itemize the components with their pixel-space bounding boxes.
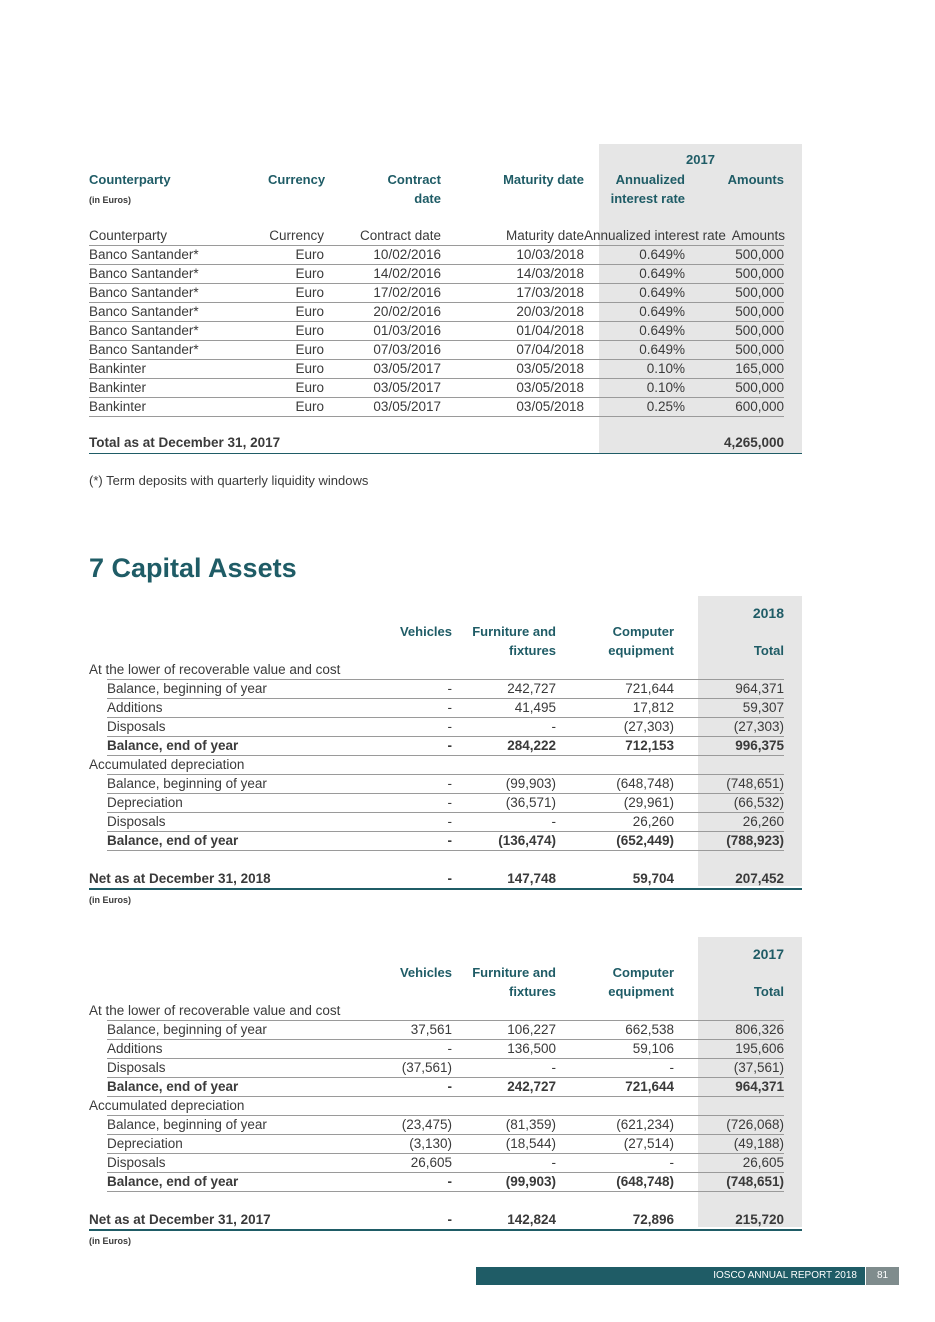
computer-header-1: Computer [612, 965, 674, 980]
deposit-amount: 500,000 [735, 285, 784, 300]
group-label-depreciation: Accumulated depreciation [89, 757, 245, 772]
asset-furniture-value: (136,474) [498, 833, 556, 848]
asset-vehicles-value: - [447, 681, 452, 696]
deposit-currency: Euro [295, 361, 324, 376]
asset-furniture-value: (99,903) [505, 1174, 556, 1189]
asset-total-value: (27,303) [733, 719, 784, 734]
deposit-contract-date: 01/03/2016 [373, 323, 441, 338]
net-computer: 59,704 [632, 871, 674, 886]
net-label: Net as at December 31, 2017 [89, 1212, 271, 1227]
asset-total-value: 996,375 [735, 738, 784, 753]
asset-vehicles-value: - [447, 814, 452, 829]
asset-computer-value: 59,106 [632, 1041, 674, 1056]
deposit-contract-date: 07/03/2016 [373, 342, 441, 357]
deposit-contract-date: 14/02/2016 [373, 266, 441, 281]
asset-computer-value: (648,748) [616, 776, 674, 791]
asset-total-value: 26,605 [742, 1155, 784, 1170]
deposit-maturity-date: 20/03/2018 [516, 304, 584, 319]
asset-computer-value: 721,644 [625, 1079, 674, 1094]
section-title: 7 Capital Assets [89, 553, 297, 583]
asset-vehicles-value: - [447, 795, 452, 810]
page-number: 81 [866, 1267, 899, 1285]
deposit-contract-date: 03/05/2017 [373, 361, 441, 376]
unit-label: (in Euros) [89, 195, 131, 205]
asset-computer-value: 662,538 [625, 1022, 674, 1037]
total-header: Total [753, 643, 784, 658]
asset-computer-value: - [669, 1155, 674, 1170]
asset-vehicles-value: (37,561) [401, 1060, 452, 1075]
row-rule [89, 416, 784, 417]
asset-vehicles-value: - [447, 833, 452, 848]
row-rule [107, 1039, 784, 1040]
row-rule [107, 755, 784, 756]
asset-vehicles-value: 26,605 [410, 1155, 452, 1170]
unit-label: (in Euros) [89, 1236, 131, 1246]
net-label: Net as at December 31, 2018 [89, 871, 271, 886]
row-rule [89, 378, 784, 379]
asset-furniture-value: (81,359) [505, 1117, 556, 1132]
deposit-counterparty: Banco Santander* [89, 342, 199, 357]
counterparty-header: Counterparty [89, 172, 171, 187]
deposit-contract-date: 20/02/2016 [373, 304, 441, 319]
deposit-counterparty: Bankinter [89, 361, 147, 376]
asset-vehicles-value: - [447, 719, 452, 734]
asset-row-label: Balance, end of year [107, 1174, 239, 1189]
row-rule [107, 1096, 784, 1097]
asset-total-value: 806,326 [735, 1022, 784, 1037]
deposits-footnote: (*) Term deposits with quarterly liquidity windows [89, 473, 369, 488]
deposit-amount: 600,000 [735, 399, 784, 414]
asset-vehicles-value: 37,561 [410, 1022, 452, 1037]
asset-total-value: (37,561) [733, 1060, 784, 1075]
row-rule [107, 736, 784, 737]
deposit-rate: 0.649% [639, 323, 685, 338]
deposit-amount: 500,000 [735, 304, 784, 319]
deposit-amount: 165,000 [735, 361, 784, 376]
deposit-currency: Euro [295, 380, 324, 395]
deposit-currency: Euro [295, 399, 324, 414]
row-rule [89, 283, 784, 284]
asset-furniture-value: 242,727 [507, 681, 556, 696]
net-rule [89, 888, 802, 890]
deposit-maturity-date: 07/04/2018 [516, 342, 584, 357]
asset-total-value: (748,651) [726, 776, 784, 791]
deposit-currency: Euro [295, 304, 324, 319]
row-rule [89, 397, 784, 398]
asset-vehicles-value: - [447, 738, 452, 753]
deposit-maturity-date: 10/03/2018 [516, 247, 584, 262]
net-furniture: 142,824 [507, 1212, 556, 1227]
contract-header-2: date [414, 191, 441, 206]
asset-furniture-value: - [551, 814, 556, 829]
year-header: 2017 [752, 946, 784, 962]
asset-furniture-value: (18,544) [505, 1136, 556, 1151]
asset-computer-value: - [669, 1060, 674, 1075]
deposit-counterparty: Bankinter [89, 380, 147, 395]
deposit-maturity-date: 03/05/2018 [516, 399, 584, 414]
deposit-amount: 500,000 [735, 323, 784, 338]
asset-total-value: 59,307 [742, 700, 784, 715]
asset-furniture-value: 106,227 [507, 1022, 556, 1037]
row-rule [107, 1134, 784, 1135]
deposit-maturity-date: 03/05/2018 [516, 380, 584, 395]
asset-row-label: Balance, end of year [107, 833, 239, 848]
deposit-amount: 500,000 [735, 247, 784, 262]
asset-furniture-value: - [551, 1060, 556, 1075]
asset-row-label: Balance, beginning of year [107, 776, 267, 791]
deposit-maturity-date: 03/05/2018 [516, 361, 584, 376]
subheader-amounts: Amounts [731, 228, 785, 243]
maturity-header: Maturity date [503, 172, 584, 187]
row-rule [107, 1115, 784, 1116]
subheader-counterparty: Counterparty [89, 228, 168, 243]
asset-computer-value: (621,234) [616, 1117, 674, 1132]
asset-row-label: Disposals [107, 719, 166, 734]
asset-row-label: Balance, beginning of year [107, 1022, 267, 1037]
asset-computer-value: (652,449) [616, 833, 674, 848]
net-vehicles: - [447, 871, 452, 886]
unit-label: (in Euros) [89, 895, 131, 905]
subheader-currency: Currency [269, 228, 324, 243]
subheader-maturity: Maturity date [505, 228, 584, 243]
asset-computer-value: 26,260 [632, 814, 674, 829]
deposit-contract-date: 17/02/2016 [373, 285, 441, 300]
currency-header: Currency [268, 172, 326, 187]
asset-furniture-value: 242,727 [507, 1079, 556, 1094]
deposit-rate: 0.10% [646, 361, 685, 376]
rate-header-1: Annualized [615, 172, 685, 187]
net-rule [89, 1229, 802, 1231]
asset-row-label: Disposals [107, 814, 166, 829]
asset-computer-value: (27,514) [623, 1136, 674, 1151]
asset-computer-value: 17,812 [632, 700, 674, 715]
asset-vehicles-value: - [447, 1079, 452, 1094]
asset-vehicles-value: - [447, 700, 452, 715]
deposit-counterparty: Banco Santander* [89, 285, 199, 300]
footer-report-title: IOSCO ANNUAL REPORT 2018 [476, 1267, 865, 1285]
asset-row-label: Balance, beginning of year [107, 681, 267, 696]
subheader-rate: Annualized interest rate [584, 228, 726, 243]
total-header: Total [753, 984, 784, 999]
asset-total-value: 964,371 [735, 1079, 784, 1094]
asset-row-label: Balance, beginning of year [107, 1117, 267, 1132]
asset-furniture-value: 284,222 [507, 738, 556, 753]
computer-header-2: equipment [608, 643, 674, 658]
asset-row-label: Additions [107, 1041, 163, 1056]
net-furniture: 147,748 [507, 871, 556, 886]
asset-furniture-value: - [551, 719, 556, 734]
deposit-rate: 0.25% [646, 399, 685, 414]
asset-row-label: Disposals [107, 1155, 166, 1170]
deposit-rate: 0.649% [639, 304, 685, 319]
deposit-counterparty: Banco Santander* [89, 323, 199, 338]
group-label-depreciation: Accumulated depreciation [89, 1098, 245, 1113]
computer-header-1: Computer [612, 624, 674, 639]
deposit-maturity-date: 14/03/2018 [516, 266, 584, 281]
furniture-header-1: Furniture and [472, 624, 556, 639]
group-label-cost: At the lower of recoverable value and cost [89, 662, 341, 677]
row-rule [89, 359, 784, 360]
asset-vehicles-value: - [447, 1041, 452, 1056]
deposit-rate: 0.10% [646, 380, 685, 395]
deposit-rate: 0.649% [639, 342, 685, 357]
row-rule [107, 793, 784, 794]
deposits-total-rule [89, 453, 802, 454]
net-total: 207,452 [735, 871, 784, 886]
deposit-counterparty: Bankinter [89, 399, 147, 414]
row-rule [107, 1172, 784, 1173]
deposit-currency: Euro [295, 266, 324, 281]
deposits-total-label: Total as at December 31, 2017 [89, 435, 281, 450]
asset-total-value: 964,371 [735, 681, 784, 696]
asset-total-value: (748,651) [726, 1174, 784, 1189]
asset-computer-value: (29,961) [623, 795, 674, 810]
asset-row-label: Disposals [107, 1060, 166, 1075]
deposit-rate: 0.649% [639, 285, 685, 300]
row-rule [107, 698, 784, 699]
furniture-header-1: Furniture and [472, 965, 556, 980]
vehicles-header: Vehicles [399, 965, 452, 980]
deposit-counterparty: Banco Santander* [89, 266, 199, 281]
contract-header-1: Contract [387, 172, 441, 187]
asset-computer-value: 712,153 [625, 738, 674, 753]
deposit-currency: Euro [295, 247, 324, 262]
row-rule [89, 245, 784, 246]
row-rule [107, 831, 784, 832]
asset-total-value: 26,260 [742, 814, 784, 829]
deposit-currency: Euro [295, 323, 324, 338]
deposit-contract-date: 10/02/2016 [373, 247, 441, 262]
vehicles-header: Vehicles [399, 624, 452, 639]
asset-vehicles-value: (3,130) [409, 1136, 452, 1151]
asset-row-label: Balance, end of year [107, 1079, 239, 1094]
year-header: 2018 [752, 605, 784, 621]
row-rule [107, 850, 784, 851]
asset-computer-value: (648,748) [616, 1174, 674, 1189]
deposit-rate: 0.649% [639, 266, 685, 281]
asset-total-value: (66,532) [733, 795, 784, 810]
net-vehicles: - [447, 1212, 452, 1227]
deposit-contract-date: 03/05/2017 [373, 399, 441, 414]
asset-total-value: (726,068) [726, 1117, 784, 1132]
row-rule [89, 302, 784, 303]
furniture-header-2: fixtures [509, 984, 556, 999]
row-rule [89, 321, 784, 322]
asset-total-value: 195,606 [735, 1041, 784, 1056]
asset-furniture-value: 136,500 [507, 1041, 556, 1056]
row-rule [107, 1191, 784, 1192]
deposit-rate: 0.649% [639, 247, 685, 262]
row-rule [107, 679, 784, 680]
row-rule [107, 1020, 784, 1021]
computer-header-2: equipment [608, 984, 674, 999]
row-rule [107, 1058, 784, 1059]
asset-row-label: Depreciation [107, 1136, 183, 1151]
row-rule [107, 774, 784, 775]
net-total: 215,720 [735, 1212, 784, 1227]
row-rule [107, 717, 784, 718]
row-rule [107, 1153, 784, 1154]
asset-furniture-value: - [551, 1155, 556, 1170]
deposit-contract-date: 03/05/2017 [373, 380, 441, 395]
asset-total-value: (788,923) [726, 833, 784, 848]
rate-header-2: interest rate [610, 191, 685, 206]
deposit-maturity-date: 17/03/2018 [516, 285, 584, 300]
row-rule [89, 264, 784, 265]
net-computer: 72,896 [632, 1212, 674, 1227]
deposit-counterparty: Banco Santander* [89, 304, 199, 319]
asset-furniture-value: 41,495 [514, 700, 556, 715]
asset-furniture-value: (36,571) [505, 795, 556, 810]
asset-row-label: Additions [107, 700, 163, 715]
year-2017-header: 2017 [686, 152, 715, 167]
deposit-maturity-date: 01/04/2018 [516, 323, 584, 338]
asset-vehicles-value: - [447, 1174, 452, 1189]
asset-furniture-value: (99,903) [505, 776, 556, 791]
deposit-counterparty: Banco Santander* [89, 247, 199, 262]
furniture-header-2: fixtures [509, 643, 556, 658]
asset-vehicles-value: - [447, 776, 452, 791]
deposit-currency: Euro [295, 285, 324, 300]
asset-vehicles-value: (23,475) [401, 1117, 452, 1132]
asset-computer-value: (27,303) [623, 719, 674, 734]
subheader-contract: Contract date [359, 228, 441, 243]
row-rule [107, 812, 784, 813]
deposit-amount: 500,000 [735, 380, 784, 395]
row-rule [89, 340, 784, 341]
asset-row-label: Balance, end of year [107, 738, 239, 753]
asset-row-label: Depreciation [107, 795, 183, 810]
asset-total-value: (49,188) [733, 1136, 784, 1151]
deposit-amount: 500,000 [735, 266, 784, 281]
deposit-currency: Euro [295, 342, 324, 357]
group-label-cost: At the lower of recoverable value and cost [89, 1003, 341, 1018]
amounts-header: Amounts [727, 172, 784, 187]
row-rule [107, 1077, 784, 1078]
deposits-total-value: 4,265,000 [723, 435, 784, 450]
asset-computer-value: 721,644 [625, 681, 674, 696]
deposit-amount: 500,000 [735, 342, 784, 357]
